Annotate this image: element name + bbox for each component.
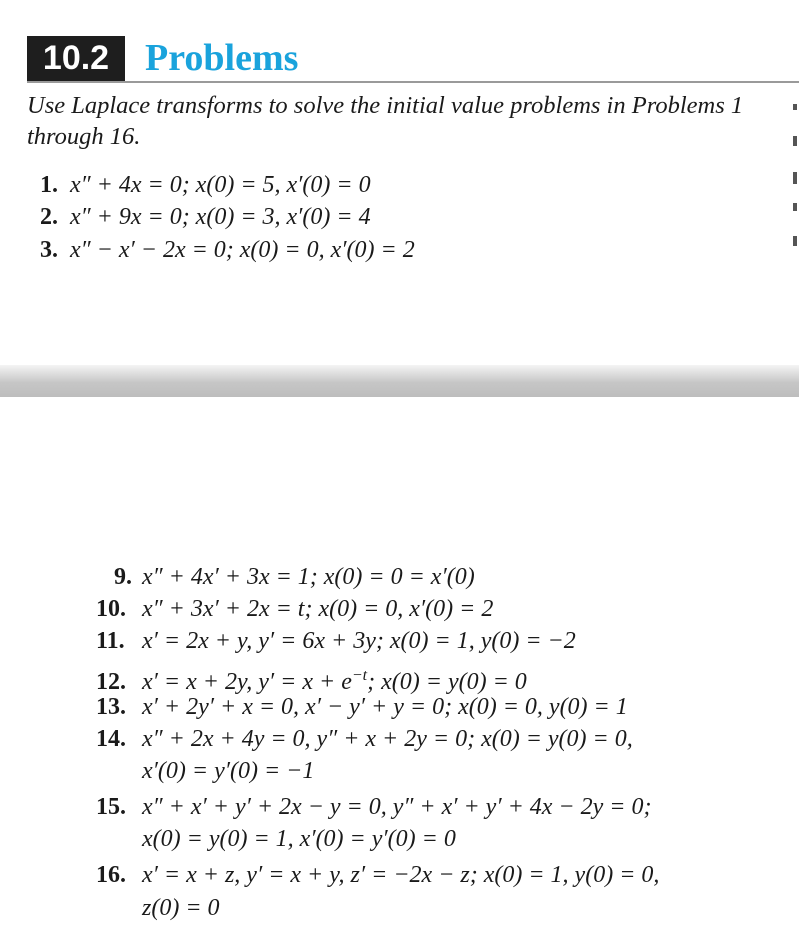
problem-exponent: −t bbox=[351, 667, 368, 684]
problem-equation: x″ + 2x + 4y = 0, y″ + x + 2y = 0; x(0) = y(0) = 0, bbox=[142, 726, 633, 752]
problem-number: 12. bbox=[96, 669, 126, 695]
problem-number: 10. bbox=[96, 596, 126, 622]
problem-10 bbox=[96, 594, 493, 624]
edge-mark bbox=[793, 236, 797, 246]
problem-9 bbox=[96, 562, 475, 592]
problem-3 bbox=[40, 235, 415, 265]
problem-13 bbox=[96, 692, 628, 722]
problem-16-continued bbox=[142, 893, 220, 923]
problem-equation-continued: z(0) = 0 bbox=[142, 895, 220, 921]
problem-equation-continued: x(0) = y(0) = 1, x′(0) = y′(0) = 0 bbox=[142, 826, 456, 852]
header-rule bbox=[27, 81, 799, 83]
edge-mark bbox=[793, 203, 797, 211]
problem-number: 16. bbox=[96, 862, 126, 888]
problem-15 bbox=[96, 792, 651, 822]
problem-16 bbox=[96, 860, 659, 890]
edge-mark bbox=[793, 172, 797, 184]
problem-number: 11. bbox=[96, 628, 125, 654]
problem-equation: x″ − x′ − 2x = 0; x(0) = 0, x′(0) = 2 bbox=[70, 237, 415, 263]
edge-mark bbox=[793, 104, 797, 110]
problem-number: 3. bbox=[40, 237, 58, 263]
edge-mark bbox=[793, 136, 797, 146]
problem-equation: x″ + 3x′ + 2x = t; x(0) = 0, x′(0) = 2 bbox=[142, 596, 494, 622]
problem-equation-rest: ; x(0) = y(0) = 0 bbox=[367, 669, 527, 695]
problem-equation: x″ + 4x = 0; x(0) = 5, x′(0) = 0 bbox=[70, 172, 371, 198]
problem-equation: x′ = 2x + y, y′ = 6x + 3y; x(0) = 1, y(0) = −2 bbox=[142, 628, 576, 654]
problem-14 bbox=[96, 724, 633, 754]
problem-equation: x′ + 2y′ + x = 0, x′ − y′ + y = 0; x(0) = 0, y(0) = 1 bbox=[142, 694, 628, 720]
problem-15-continued bbox=[142, 824, 456, 854]
problem-number: 9. bbox=[114, 564, 132, 590]
problem-equation: x′ = x + z, y′ = x + y, z′ = −2x − z; x(0) = 1, y(0) = 0, bbox=[142, 862, 660, 888]
problem-2 bbox=[40, 202, 371, 232]
problem-1 bbox=[40, 170, 371, 200]
problem-equation: x″ + x′ + y′ + 2x − y = 0, y″ + x′ + y′ + 4x − 2y = 0; bbox=[142, 794, 652, 820]
problem-11 bbox=[96, 626, 576, 656]
problem-equation: x′ = x + 2y, y′ = x + e bbox=[142, 669, 352, 695]
section-number: 10.2 bbox=[27, 36, 125, 81]
problem-number: 15. bbox=[96, 794, 126, 820]
problem-equation: x″ + 9x = 0; x(0) = 3, x′(0) = 4 bbox=[70, 204, 371, 230]
page-gap bbox=[0, 365, 799, 397]
problem-number: 14. bbox=[96, 726, 126, 752]
section-title: Problems bbox=[145, 37, 299, 79]
problem-14-continued bbox=[142, 756, 314, 786]
problem-number: 2. bbox=[40, 204, 58, 230]
problem-equation: x″ + 4x′ + 3x = 1; x(0) = 0 = x′(0) bbox=[142, 564, 475, 590]
instructions-text: Use Laplace transforms to solve the initial value problems in Problems 1 through 16. bbox=[27, 92, 744, 150]
problem-number: 13. bbox=[96, 694, 126, 720]
problem-equation-continued: x′(0) = y′(0) = −1 bbox=[142, 758, 315, 784]
problem-number: 1. bbox=[40, 172, 58, 198]
